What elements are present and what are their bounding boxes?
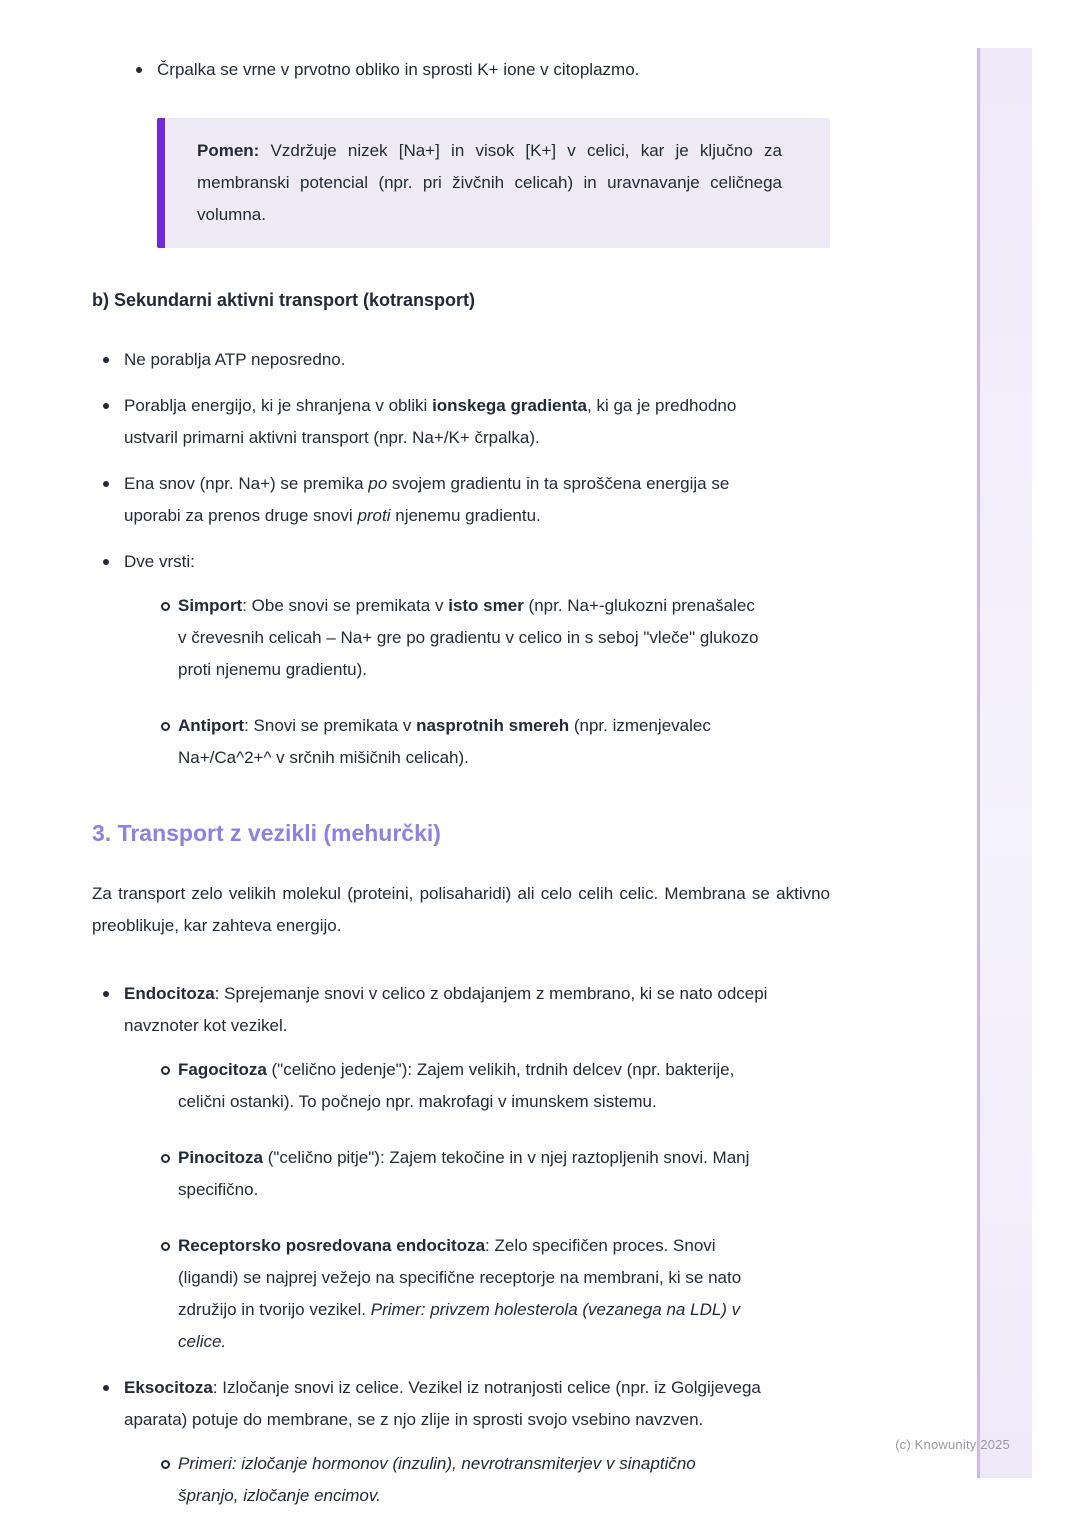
bullet-text: njenemu gradientu. bbox=[390, 506, 541, 525]
bold-text: Antiport bbox=[178, 716, 245, 735]
list-item-exocytosis bbox=[92, 1372, 830, 1512]
bold-text: isto smer bbox=[448, 596, 524, 615]
bullet-text: : Zelo specifičen proces. Snovi (ligandi) se najprej vežejo na specifične receptorje na membrani, ki se nato združijo in tvorijo vezikel. bbox=[178, 1236, 742, 1319]
list-item-simport bbox=[146, 590, 780, 686]
bullet-text: Črpalka se vrne v prvotno obliko in sprosti K+ ione v citoplazmo. bbox=[157, 60, 640, 79]
bullet-text: (npr. Na+-glukozni prenašalec v črevesnih celicah – Na+ gre po gradientu v celico in s seboj "vleče" glukozo proti njenemu gradientu). bbox=[178, 596, 759, 679]
document-page-content bbox=[92, 54, 830, 1526]
bullet-text: Ne porablja ATP neposredno. bbox=[124, 350, 346, 369]
list-item-ion-gradient bbox=[92, 390, 830, 454]
right-margin-strip bbox=[977, 48, 1032, 1478]
bold-text: Pinocitoza bbox=[178, 1148, 264, 1167]
bullet-text: Porablja energijo, ki je shranjena v obliki bbox=[124, 396, 433, 415]
list-item-pump-returns bbox=[125, 54, 830, 86]
exocytosis-sublist bbox=[124, 1448, 780, 1512]
list-item-one-substance bbox=[92, 468, 830, 532]
callout-body: Vzdržuje nizek [Na+] in visok [K+] v celici, kar je ključno za membranski potencial (npr. pri živčnih celicah) in uravnavanje celičnega volumna. bbox=[197, 141, 782, 224]
intro-bullet-list bbox=[92, 54, 830, 86]
italic-text: proti bbox=[357, 506, 391, 525]
bullet-text: : Snovi se premikata v bbox=[244, 716, 417, 735]
bold-text: Receptorsko posredovana endocitoza bbox=[178, 1236, 486, 1255]
bullet-text: ("celično jedenje"): Zajem velikih, trdnih delcev (npr. bakterije, celični ostanki). To počnejo npr. makrofagi v imunskem sistemu. bbox=[178, 1060, 735, 1111]
list-item-examples bbox=[146, 1448, 780, 1512]
callout-label: Pomen: bbox=[197, 141, 260, 160]
list-item-no-atp bbox=[92, 344, 830, 376]
bullet-text: : Sprejemanje snovi v celico z obdajanjem z membrano, ki se nato odcepi navznoter kot vezikel. bbox=[124, 984, 768, 1035]
bullet-text: Ena snov (npr. Na+) se premika bbox=[124, 474, 369, 493]
endocytosis-sublist bbox=[124, 1054, 780, 1358]
section-3-bullet-list bbox=[92, 978, 830, 1512]
section-b-heading: b) Sekundarni aktivni transport (kotransport) bbox=[92, 290, 476, 310]
list-item-endocytosis bbox=[92, 978, 830, 1358]
bullet-text: : Obe snovi se premikata v bbox=[242, 596, 449, 615]
transport-types-sublist bbox=[124, 590, 780, 774]
list-item-two-types bbox=[92, 546, 830, 774]
bold-text: Simport bbox=[178, 596, 243, 615]
section-b-bullet-list bbox=[92, 344, 830, 774]
bullet-text: ("celično pitje"): Zajem tekočine in v njej raztopljenih snovi. Manj specifično. bbox=[178, 1148, 750, 1199]
italic-text: Primer: privzem holesterola (vezanega na LDL) v celice. bbox=[178, 1300, 741, 1351]
section-3-intro-paragraph: Za transport zelo velikih molekul (proteini, polisaharidi) ali celo celih celic. Membrana se aktivno preoblikuje, kar zahteva energijo. bbox=[92, 884, 830, 935]
bullet-text: (npr. izmenjevalec Na+/Ca^2+^ v srčnih mišičnih celicah). bbox=[178, 716, 711, 767]
bold-text: Eksocitoza bbox=[124, 1378, 213, 1397]
italic-text: po bbox=[368, 474, 388, 493]
bold-text: nasprotnih smereh bbox=[416, 716, 570, 735]
callout-text bbox=[197, 135, 782, 231]
importance-callout bbox=[157, 118, 830, 248]
list-item-antiport bbox=[146, 710, 780, 774]
bold-text: ionskega gradienta bbox=[432, 396, 587, 415]
bullet-text: svojem gradientu in ta sproščena energija se uporabi za prenos druge snovi bbox=[124, 474, 730, 525]
copyright-watermark: (c) Knowunity 2025 bbox=[895, 1437, 1010, 1452]
bold-text: Fagocitoza bbox=[178, 1060, 267, 1079]
list-item-receptor-mediated bbox=[146, 1230, 780, 1358]
section-3-heading: 3. Transport z vezikli (mehurčki) bbox=[92, 820, 441, 846]
bullet-text: , ki ga je predhodno ustvaril primarni aktivni transport (npr. Na+/K+ črpalka). bbox=[124, 396, 737, 447]
list-item-pinocytosis bbox=[146, 1142, 780, 1206]
bullet-text: : Izločanje snovi iz celice. Vezikel iz notranjosti celice (npr. iz Golgijevega aparata) potuje do membrane, se z njo zlije in sprosti svojo vsebino navzven. bbox=[124, 1378, 761, 1429]
bullet-text: Dve vrsti: bbox=[124, 552, 195, 571]
list-item-phagocytosis bbox=[146, 1054, 780, 1118]
italic-text: Primeri: izločanje hormonov (inzulin), nevrotransmiterjev v sinaptično špranjo, izločanje encimov. bbox=[178, 1454, 696, 1505]
bold-text: Endocitoza bbox=[124, 984, 215, 1003]
